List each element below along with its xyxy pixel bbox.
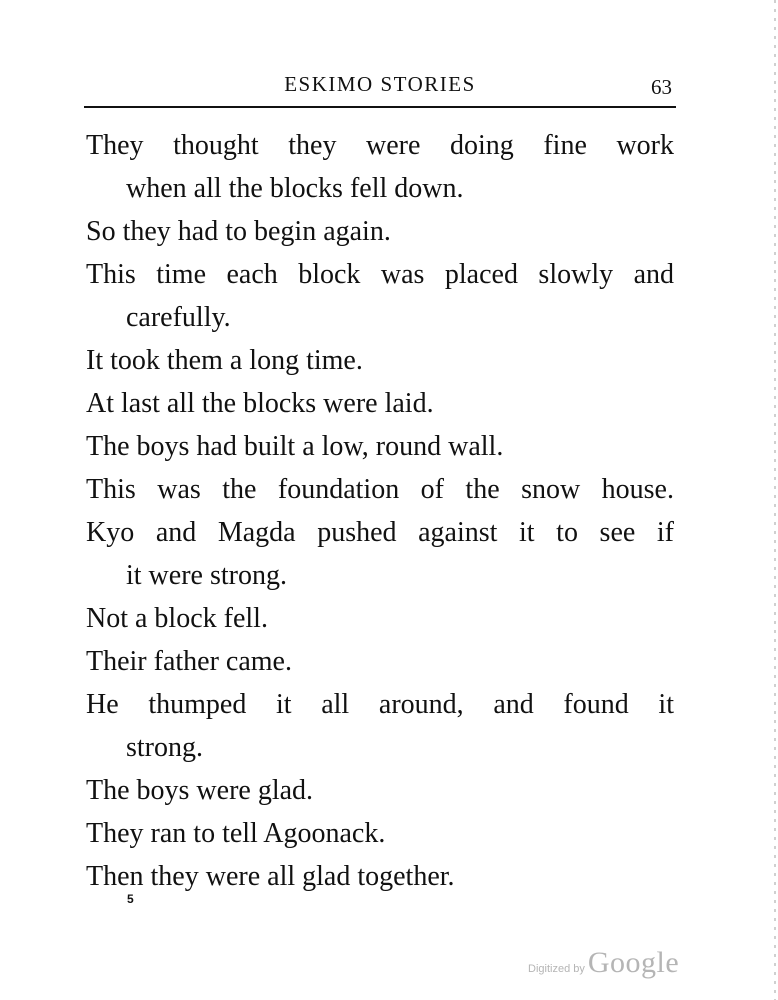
running-title: ESKIMO STORIES [284, 72, 476, 96]
signature-mark: 5 [127, 892, 134, 906]
text-line: Their father came. [86, 646, 292, 677]
text-line: Then they were all glad together. [86, 861, 455, 892]
page-number: 63 [651, 75, 672, 99]
text-line: They ran to tell Agoonack. [86, 818, 386, 849]
text-line: strong. [126, 732, 203, 763]
scan-edge-divider [774, 0, 776, 1000]
digitized-label: Digitized by [528, 963, 585, 975]
text-line: So they had to begin again. [86, 216, 391, 247]
text-line: The boys were glad. [86, 775, 314, 806]
text-line: They thought they were doing fine work [86, 130, 674, 161]
text-line: Not a block fell. [86, 603, 268, 634]
page-header [84, 66, 676, 108]
text-line: At last all the blocks were laid. [86, 388, 434, 419]
text-line: Kyo and Magda pushed against it to see if [86, 517, 674, 548]
text-line: The boys had built a low, round wall. [86, 431, 504, 462]
text-line: when all the blocks fell down. [126, 173, 464, 204]
text-line: It took them a long time. [86, 345, 363, 376]
digitizer-name: Google [587, 946, 680, 979]
body-text [86, 124, 674, 898]
text-line: carefully. [126, 302, 231, 333]
text-line: He thumped it all around, and found it [86, 689, 674, 720]
digitized-watermark [528, 946, 679, 980]
text-line: This time each block was placed slowly and [86, 259, 674, 290]
text-line: This was the foundation of the snow house. [86, 474, 674, 505]
text-line: it were strong. [126, 560, 287, 591]
